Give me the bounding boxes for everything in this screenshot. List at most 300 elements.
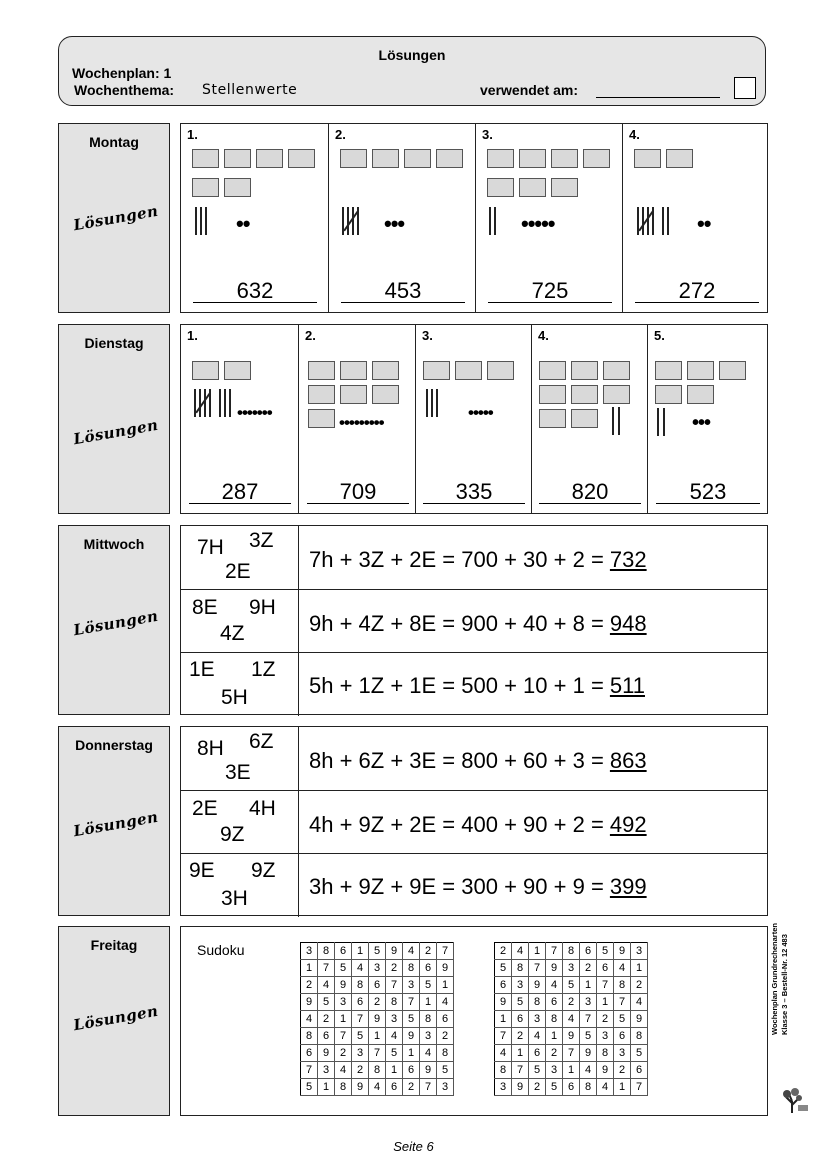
day-label-mittwoch: [58, 525, 170, 715]
hundreds-block: [487, 361, 514, 380]
card-c: 9Z: [220, 823, 245, 846]
sudoku-cell: 8: [631, 1028, 648, 1045]
sudoku-cell: 8: [403, 960, 420, 977]
sudoku-cell: 5: [352, 1028, 369, 1045]
task-number: 2.: [305, 328, 316, 343]
hundreds-block: [404, 149, 431, 168]
place-value-cards: [181, 791, 299, 853]
sudoku-cell: 5: [437, 1062, 454, 1079]
sudoku-cell: 3: [369, 960, 386, 977]
answer-field: 523: [656, 481, 760, 504]
sudoku-cell: 6: [437, 1011, 454, 1028]
hundreds-block: [519, 178, 546, 197]
sudoku-cell: 7: [369, 1045, 386, 1062]
task-cell: [181, 325, 298, 513]
hundreds-block: [340, 385, 367, 404]
sudoku-cell: 2: [512, 1028, 529, 1045]
ones-dots: •••••••••: [339, 413, 384, 432]
task-cell: [415, 325, 531, 513]
task-number: 4.: [538, 328, 549, 343]
sudoku-cell: 7: [546, 943, 563, 960]
sudoku-cell: 5: [495, 960, 512, 977]
card-a: 7H: [197, 536, 224, 559]
day-name: Montag: [89, 134, 139, 150]
hundreds-block: [192, 149, 219, 168]
answer-field: 272: [635, 280, 759, 303]
sudoku-cell: 3: [301, 943, 318, 960]
task-number: 5.: [654, 328, 665, 343]
sudoku-cell: 4: [437, 994, 454, 1011]
sudoku-cell: 8: [352, 977, 369, 994]
sudoku-cell: 5: [386, 1045, 403, 1062]
hundreds-block: [583, 149, 610, 168]
sudoku-label: Sudoku: [197, 942, 245, 958]
sudoku-cell: 6: [335, 943, 352, 960]
sudoku-cell: 4: [563, 1011, 580, 1028]
day-label-dienstag: [58, 324, 170, 514]
sudoku-cell: 2: [386, 960, 403, 977]
hundreds-block: [487, 178, 514, 197]
task-number: 3.: [482, 127, 493, 142]
sudoku-cell: 2: [318, 1011, 335, 1028]
sudoku-cell: 8: [335, 1079, 352, 1096]
equation: [309, 611, 647, 637]
ones-dots: ••: [236, 211, 250, 236]
sudoku-cell: 6: [631, 1062, 648, 1079]
sudoku-cell: 6: [318, 1028, 335, 1045]
sudoku-cell: 9: [631, 1011, 648, 1028]
equation-text: 8h + 6Z + 3E = 800 + 60 + 3 =: [309, 748, 610, 773]
sudoku-cell: 4: [614, 960, 631, 977]
sudoku-cell: 5: [580, 1028, 597, 1045]
hundreds-block: [224, 361, 251, 380]
publisher-logo: [778, 1085, 808, 1115]
sudoku-row: [495, 977, 648, 994]
hundreds-block: [372, 361, 399, 380]
answer-field: 709: [307, 481, 409, 504]
sudoku-cell: 9: [512, 1079, 529, 1096]
sudoku-cell: 2: [563, 994, 580, 1011]
freitag-sudoku: [180, 926, 768, 1116]
sudoku-cell: 2: [403, 1079, 420, 1096]
sudoku-cell: 7: [301, 1062, 318, 1079]
wochenthema-value: Stellenwerte: [202, 82, 298, 98]
card-c: 3H: [221, 887, 248, 910]
equation-result: 948: [609, 611, 647, 636]
dienstag-tasks: [180, 324, 768, 514]
equation-text: 7h + 3Z + 2E = 700 + 30 + 2 =: [309, 547, 610, 572]
answer-field: 335: [423, 481, 525, 504]
hundreds-block: [423, 361, 450, 380]
task-cell: [475, 124, 622, 312]
card-c: 5H: [221, 686, 248, 709]
hundreds-block: [655, 361, 682, 380]
sudoku-cell: 3: [352, 1045, 369, 1062]
sudoku-cell: 7: [420, 1079, 437, 1096]
ones-dots: •••: [692, 412, 711, 434]
hundreds-block: [192, 361, 219, 380]
sudoku-cell: 5: [318, 994, 335, 1011]
sudoku-row: [301, 1062, 454, 1079]
sudoku-cell: 7: [403, 994, 420, 1011]
sudoku-row: [495, 943, 648, 960]
wochenplan-label: Wochenplan: 1: [72, 65, 172, 81]
sudoku-cell: 1: [301, 960, 318, 977]
sudoku-cell: 6: [512, 1011, 529, 1028]
equation: [309, 673, 645, 699]
sudoku-cell: 2: [369, 994, 386, 1011]
sudoku-cell: 3: [318, 1062, 335, 1079]
sudoku-cell: 1: [597, 994, 614, 1011]
hundreds-block: [192, 178, 219, 197]
page-number: Seite 6: [393, 1139, 434, 1154]
place-value-cards: [181, 590, 299, 652]
card-a: 9E: [189, 859, 215, 882]
sudoku-cell: 2: [420, 943, 437, 960]
sidebar-line-1: Wochenplan Grundrechenarten: [770, 923, 779, 1035]
hundreds-block: [687, 385, 714, 404]
sudoku-cell: 8: [529, 994, 546, 1011]
task-cell: [647, 325, 769, 513]
sudoku-row: [301, 943, 454, 960]
sudoku-cell: 7: [335, 1028, 352, 1045]
sudoku-cell: 5: [369, 943, 386, 960]
sudoku-cell: 2: [352, 1062, 369, 1079]
task-cell: [298, 325, 415, 513]
sudoku-cell: 7: [318, 960, 335, 977]
answer-field: 820: [539, 481, 641, 504]
task-number: 3.: [422, 328, 433, 343]
day-name: Dienstag: [84, 335, 144, 351]
hundreds-block: [571, 361, 598, 380]
place-value-cards: [181, 653, 299, 716]
sudoku-cell: 1: [420, 994, 437, 1011]
sudoku-cell: 9: [563, 1028, 580, 1045]
card-b: 6Z: [249, 730, 274, 753]
sudoku-row: [495, 1079, 648, 1096]
hundreds-block: [603, 361, 630, 380]
sudoku-cell: 1: [318, 1079, 335, 1096]
sudoku-cell: 7: [495, 1028, 512, 1045]
sudoku-cell: 8: [563, 943, 580, 960]
hundreds-block: [519, 149, 546, 168]
sudoku-cell: 4: [495, 1045, 512, 1062]
equation-row: [181, 589, 767, 652]
sudoku-cell: 6: [597, 960, 614, 977]
card-a: 8E: [192, 596, 218, 619]
sudoku-cell: 7: [352, 1011, 369, 1028]
equation-result: 399: [609, 874, 647, 899]
worksheet-header: [58, 36, 766, 106]
sudoku-cell: 5: [420, 977, 437, 994]
sudoku-cell: 5: [546, 1079, 563, 1096]
sudoku-cell: 3: [529, 1011, 546, 1028]
task-number: 4.: [629, 127, 640, 142]
sudoku-cell: 5: [529, 1062, 546, 1079]
sudoku-cell: 6: [495, 977, 512, 994]
sudoku-cell: 9: [369, 1011, 386, 1028]
sudoku-cell: 3: [580, 994, 597, 1011]
sudoku-cell: 6: [386, 1079, 403, 1096]
card-b: 9Z: [251, 859, 276, 882]
hundreds-block: [539, 361, 566, 380]
wochenthema-label: Wochenthema:: [74, 82, 175, 98]
hundreds-block: [308, 361, 335, 380]
sudoku-cell: 6: [563, 1079, 580, 1096]
answer-field: 725: [488, 280, 612, 303]
sudoku-row: [301, 1011, 454, 1028]
hundreds-block: [372, 149, 399, 168]
sudoku-cell: 4: [386, 1028, 403, 1045]
sudoku-cell: 5: [597, 943, 614, 960]
hundreds-block: [571, 409, 598, 428]
sudoku-cell: 1: [512, 1045, 529, 1062]
sudoku-cell: 1: [614, 1079, 631, 1096]
sudoku-row: [495, 1011, 648, 1028]
card-a: 8H: [197, 737, 224, 760]
equation: [309, 812, 647, 838]
card-b: 4H: [249, 797, 276, 820]
sudoku-cell: 7: [437, 943, 454, 960]
tree-logo-icon: [778, 1085, 808, 1115]
sudoku-cell: 6: [580, 943, 597, 960]
sudoku-cell: 3: [386, 1011, 403, 1028]
task-number: 2.: [335, 127, 346, 142]
hundreds-block: [288, 149, 315, 168]
day-name: Mittwoch: [83, 536, 145, 552]
sudoku-grid-2: [494, 942, 648, 1096]
hundreds-block: [687, 361, 714, 380]
sudoku-cell: 3: [335, 994, 352, 1011]
sudoku-cell: 5: [614, 1011, 631, 1028]
sudoku-cell: 8: [437, 1045, 454, 1062]
ones-dots: •••••••: [237, 403, 272, 422]
sudoku-cell: 9: [352, 1079, 369, 1096]
task-cell: [328, 124, 475, 312]
sudoku-row: [495, 1062, 648, 1079]
sudoku-row: [495, 1028, 648, 1045]
equation-result: 511: [609, 673, 645, 698]
day-name: Freitag: [90, 937, 138, 953]
task-cell: [181, 124, 328, 312]
ones-dots: •••••: [468, 403, 493, 422]
hundreds-block: [571, 385, 598, 404]
sudoku-cell: 8: [420, 1011, 437, 1028]
sudoku-cell: 3: [420, 1028, 437, 1045]
sudoku-cell: 6: [369, 977, 386, 994]
sudoku-cell: 9: [301, 994, 318, 1011]
sudoku-cell: 4: [546, 977, 563, 994]
hundreds-block: [224, 178, 251, 197]
sudoku-cell: 6: [301, 1045, 318, 1062]
sudoku-cell: 3: [563, 960, 580, 977]
sudoku-cell: 3: [512, 977, 529, 994]
sudoku-row: [301, 1045, 454, 1062]
sudoku-cell: 8: [301, 1028, 318, 1045]
sudoku-row: [301, 1028, 454, 1045]
task-cell: [531, 325, 647, 513]
sudoku-cell: 4: [301, 1011, 318, 1028]
sudoku-cell: 6: [546, 994, 563, 1011]
montag-tasks: [180, 123, 768, 313]
card-a: 2E: [192, 797, 218, 820]
sudoku-cell: 9: [529, 977, 546, 994]
sudoku-cell: 5: [563, 977, 580, 994]
sudoku-cell: 2: [301, 977, 318, 994]
answer-field: 632: [193, 280, 317, 303]
sudoku-cell: 9: [580, 1045, 597, 1062]
sudoku-cell: 2: [529, 1079, 546, 1096]
verwendet-label: verwendet am:: [480, 82, 579, 98]
card-b: 3Z: [249, 529, 274, 552]
sudoku-cell: 9: [546, 960, 563, 977]
hundreds-block: [603, 385, 630, 404]
day-name: Donnerstag: [75, 737, 153, 753]
equation-text: 4h + 9Z + 2E = 400 + 90 + 2 =: [309, 812, 610, 837]
sudoku-cell: 8: [318, 943, 335, 960]
sudoku-cell: 4: [512, 943, 529, 960]
sudoku-cell: 7: [386, 977, 403, 994]
sudoku-cell: 9: [614, 943, 631, 960]
sudoku-cell: 2: [631, 977, 648, 994]
loesungen-stamp: Lösungen: [72, 201, 160, 235]
day-label-montag: [58, 123, 170, 313]
sudoku-cell: 5: [335, 960, 352, 977]
sudoku-cell: 1: [335, 1011, 352, 1028]
sudoku-cell: 1: [546, 1028, 563, 1045]
sudoku-cell: 7: [512, 1062, 529, 1079]
sudoku-cell: 6: [352, 994, 369, 1011]
sudoku-cell: 4: [318, 977, 335, 994]
sudoku-cell: 4: [352, 960, 369, 977]
hundreds-block: [719, 361, 746, 380]
sudoku-cell: 3: [631, 943, 648, 960]
sudoku-cell: 7: [597, 977, 614, 994]
hundreds-block: [551, 178, 578, 197]
hundreds-block: [655, 385, 682, 404]
sudoku-cell: 3: [437, 1079, 454, 1096]
sudoku-row: [495, 1045, 648, 1062]
sudoku-cell: 1: [563, 1062, 580, 1079]
sudoku-cell: 3: [403, 977, 420, 994]
equation-result: 863: [609, 748, 647, 773]
sudoku-cell: 2: [495, 943, 512, 960]
publisher-sidebar: [770, 895, 810, 1035]
sudoku-cell: 9: [420, 1062, 437, 1079]
sudoku-cell: 1: [369, 1028, 386, 1045]
sudoku-cell: 6: [529, 1045, 546, 1062]
sudoku-cell: 8: [386, 994, 403, 1011]
sudoku-cell: 9: [403, 1028, 420, 1045]
sudoku-cell: 2: [437, 1028, 454, 1045]
equation-text: 5h + 1Z + 1E = 500 + 10 + 1 =: [309, 673, 610, 698]
card-b: 9H: [249, 596, 276, 619]
equation-text: 3h + 9Z + 9E = 300 + 90 + 9 =: [309, 874, 610, 899]
equation: [309, 748, 647, 774]
sudoku-cell: 9: [495, 994, 512, 1011]
sidebar-text: [770, 923, 790, 1035]
mittwoch-equations: [180, 525, 768, 715]
sudoku-cell: 8: [546, 1011, 563, 1028]
sudoku-cell: 8: [614, 977, 631, 994]
hundreds-block: [551, 149, 578, 168]
sudoku-cell: 4: [631, 994, 648, 1011]
sudoku-cell: 9: [597, 1062, 614, 1079]
sudoku-cell: 8: [597, 1045, 614, 1062]
sudoku-cell: 3: [597, 1028, 614, 1045]
hundreds-block: [308, 409, 335, 428]
sudoku-cell: 2: [335, 1045, 352, 1062]
sudoku-row: [301, 960, 454, 977]
hundreds-block: [666, 149, 693, 168]
sudoku-cell: 7: [529, 960, 546, 977]
equation: [309, 874, 647, 900]
equation-row: [181, 790, 767, 853]
sidebar-line-2: Klasse 3 – Bestell-Nr. 12 483: [780, 934, 789, 1035]
sudoku-cell: 4: [335, 1062, 352, 1079]
card-c: 3E: [225, 761, 251, 784]
sudoku-cell: 9: [386, 943, 403, 960]
card-c: 4Z: [220, 622, 245, 645]
card-a: 1E: [189, 658, 215, 681]
sudoku-cell: 6: [420, 960, 437, 977]
sudoku-cell: 5: [301, 1079, 318, 1096]
sudoku-cell: 6: [614, 1028, 631, 1045]
sudoku-cell: 8: [512, 960, 529, 977]
donnerstag-equations: [180, 726, 768, 916]
sudoku-cell: 9: [318, 1045, 335, 1062]
sudoku-cell: 4: [597, 1079, 614, 1096]
hundreds-block: [340, 361, 367, 380]
sudoku-row: [495, 994, 648, 1011]
sudoku-cell: 4: [529, 1028, 546, 1045]
sudoku-row: [301, 994, 454, 1011]
done-checkbox[interactable]: [734, 77, 756, 99]
sudoku-cell: 1: [437, 977, 454, 994]
sudoku-cell: 7: [631, 1079, 648, 1096]
sudoku-row: [301, 1079, 454, 1096]
equation-row: [181, 526, 767, 589]
sudoku-cell: 8: [495, 1062, 512, 1079]
hundreds-block: [372, 385, 399, 404]
ones-dots: •••: [384, 211, 405, 236]
task-number: 1.: [187, 328, 198, 343]
hundreds-block: [539, 409, 566, 428]
loesungen-stamp: Lösungen: [72, 807, 160, 841]
day-label-freitag: [58, 926, 170, 1116]
sudoku-cell: 8: [580, 1079, 597, 1096]
sudoku-cell: 1: [403, 1045, 420, 1062]
equation-row: [181, 652, 767, 716]
loesungen-stamp: Lösungen: [72, 1001, 160, 1035]
sudoku-grid-1: [300, 942, 454, 1096]
hundreds-block: [634, 149, 661, 168]
answer-field: 287: [189, 481, 291, 504]
sudoku-cell: 1: [386, 1062, 403, 1079]
sudoku-cell: 2: [614, 1062, 631, 1079]
sudoku-cell: 3: [495, 1079, 512, 1096]
sudoku-cell: 9: [335, 977, 352, 994]
hundreds-block: [256, 149, 283, 168]
sudoku-cell: 2: [580, 960, 597, 977]
verwendet-date-line[interactable]: [596, 97, 720, 98]
card-b: 1Z: [251, 658, 276, 681]
place-value-cards: [181, 854, 299, 917]
task-cell: [622, 124, 769, 312]
place-value-cards: [181, 727, 299, 790]
loesungen-stamp: Lösungen: [72, 606, 160, 640]
sudoku-cell: 4: [403, 943, 420, 960]
